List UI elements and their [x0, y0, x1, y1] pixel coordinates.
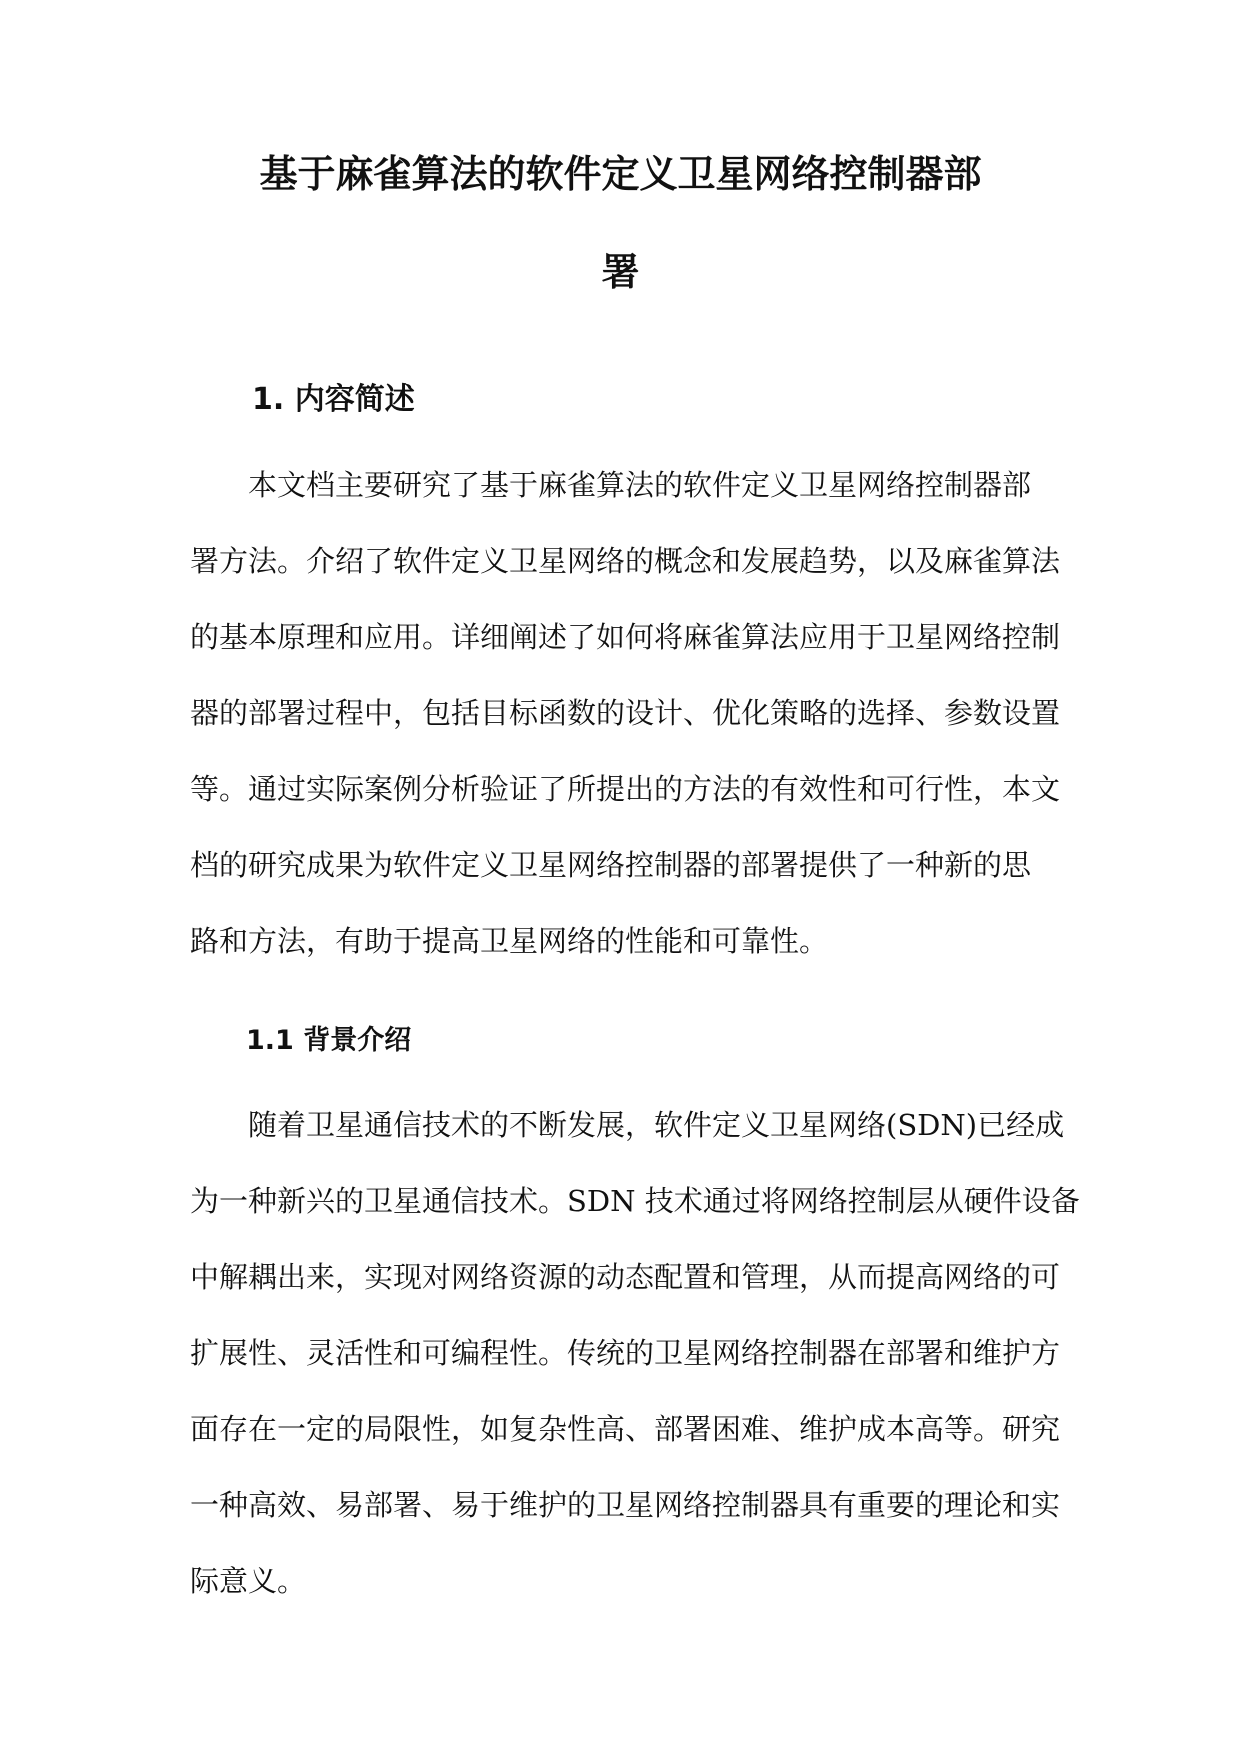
section-heading-background: 1.1 背景介绍 — [246, 1025, 412, 1056]
paragraph-line: 署方法。介绍了软件定义卫星网络的概念和发展趋势，以及麻雀算法 — [190, 544, 1061, 578]
section-heading-content-summary: 1. 内容简述 — [252, 382, 415, 417]
paragraph-line: 路和方法，有助于提高卫星网络的性能和可靠性。 — [190, 924, 829, 958]
document-title-line-2: 署 — [601, 250, 640, 294]
background-paragraph — [190, 1087, 1080, 1619]
paragraph-line: 器的部署过程中，包括目标函数的设计、优化策略的选择、参数设置 — [190, 696, 1061, 730]
paragraph-line: 为一种新兴的卫星通信技术。SDN 技术通过将网络控制层从硬件设备 — [190, 1184, 1080, 1218]
paragraph-line: 面存在一定的局限性，如复杂性高、部署困难、维护成本高等。研究 — [190, 1412, 1061, 1446]
summary-paragraph — [190, 447, 1061, 979]
paragraph-line: 的基本原理和应用。详细阐述了如何将麻雀算法应用于卫星网络控制 — [190, 620, 1061, 654]
paragraph-line: 等。通过实际案例分析验证了所提出的方法的有效性和可行性，本文 — [190, 772, 1061, 806]
paragraph-line: 档的研究成果为软件定义卫星网络控制器的部署提供了一种新的思 — [190, 848, 1032, 882]
paragraph-line: 扩展性、灵活性和可编程性。传统的卫星网络控制器在部署和维护方 — [190, 1336, 1061, 1370]
paragraph-line: 随着卫星通信技术的不断发展，软件定义卫星网络(SDN)已经成 — [248, 1108, 1065, 1142]
paragraph-line: 中解耦出来，实现对网络资源的动态配置和管理，从而提高网络的可 — [190, 1260, 1061, 1294]
document-title-line-1: 基于麻雀算法的软件定义卫星网络控制器部 — [259, 152, 982, 196]
paragraph-line: 际意义。 — [190, 1564, 307, 1598]
paragraph-line: 本文档主要研究了基于麻雀算法的软件定义卫星网络控制器部 — [248, 468, 1032, 502]
paragraph-line: 一种高效、易部署、易于维护的卫星网络控制器具有重要的理论和实 — [190, 1488, 1061, 1522]
